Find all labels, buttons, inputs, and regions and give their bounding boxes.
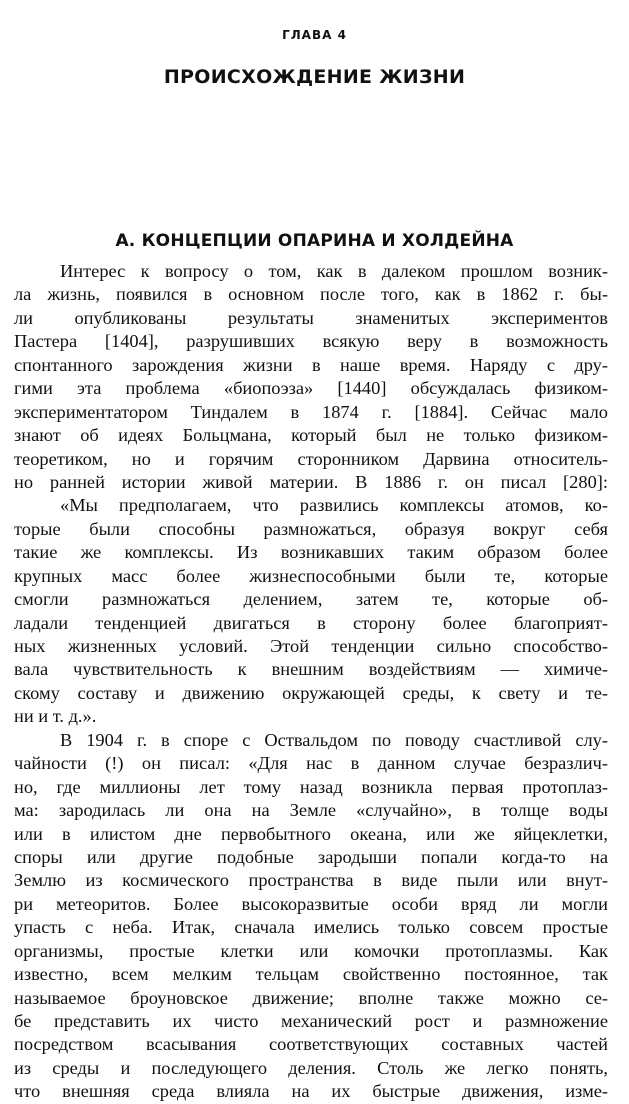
text-line: организмы, простые клетки или комочки протоплазмы. Как [14,940,608,961]
text-line: В 1904 г. в споре с Оствальдом по поводу счастливой слу- [60,729,608,750]
text-line: из среды и последующего деления. Столь же легко понять, [14,1057,608,1078]
text-line: крупных масс более жизнеспособными были те, которые [14,565,608,586]
text-line: но, где миллионы лет тому назад возникла первая протоплаз- [14,776,608,797]
chapter-label: ГЛАВА 4 [282,28,347,42]
text-line: экспериментатором Тиндалем в 1874 г. [1884]. Сейчас мало [14,401,608,422]
text-line: скому составу и движению окружающей среды, к свету и те- [14,682,608,703]
text-line: Интерес к вопросу о том, как в далеком прошлом возник- [60,261,608,281]
text-line: называемое броуновское движение; вполне также можно се- [14,987,608,1008]
text-line: ни и т. д.». [14,706,97,727]
text-line: такие же комплексы. Из возникавших таким образом более [14,542,608,563]
text-line: споры или другие подобные зародыши попали когда-то на [14,846,608,867]
text-line: знают об идеях Больцмана, который был не только физиком- [14,425,608,446]
text-line: ла жизнь, появился в основном после того, как в 1862 г. бы- [14,284,608,305]
text-line: чайности (!) он писал: «Для нас в данном случае безразлич- [14,753,608,774]
text-line: Пастера [1404], разрушивших всякую веру в возможность [14,331,608,352]
text-line: теоретиком, но и горячим сторонником Дарвина относитель- [14,448,608,469]
text-line: но ранней истории живой материи. В 1886 г. он писал [280]: [14,471,608,492]
chapter-title: ПРОИСХОЖДЕНИЕ ЖИЗНИ [163,66,466,88]
text-line: ли опубликованы результаты знаменитых экспериментов [14,307,608,328]
text-line: или в илистом дне первобытного океана, или же яйцеклетки, [14,823,608,844]
text-line: ри метеоритов. Более высокоразвитые особи вряд ли могли [14,893,608,914]
text-line: известно, всем мелким тельцам свойственно постоянное, так [14,964,608,985]
section-heading: А. КОНЦЕПЦИИ ОПАРИНА И ХОЛДЕЙНА [115,231,514,251]
text-line: бе представить их чисто механический рост и размножение [14,1011,608,1031]
text-line: смогли размножаться делением, затем те, которые об- [14,589,608,610]
text-line: ладали тенденцией двигаться в сторону более благоприят- [14,612,608,633]
text-line: Землю из космического пространства в виде пыли или внут- [14,870,608,891]
text-line: торые были способны размножаться, образуя вокруг себя [14,518,608,539]
body-text [14,260,608,1104]
text-line: что внешняя среда влияла на их быстрые движения, изме- [14,1081,608,1102]
text-line: вала чувствительность к внешним воздействиям — химиче- [14,659,608,680]
text-line: ма: зародилась ли она на Земле «случайно», в толще воды [14,800,608,821]
text-line: спонтанного зарождения жизни в наше время. Наряду с дру- [14,354,608,375]
text-line: посредством всасывания соответствующих составных частей [14,1034,608,1055]
text-line: «Мы предполагаем, что развились комплексы атомов, ко- [60,495,608,516]
text-line: ных жизненных условий. Этой тенденции сильно способство- [14,636,608,656]
text-line: упасть с неба. Итак, сначала имелись только совсем простые [14,917,608,938]
text-line: гими эта проблема «биопоэза» [1440] обсуждалась физиком- [14,378,608,399]
